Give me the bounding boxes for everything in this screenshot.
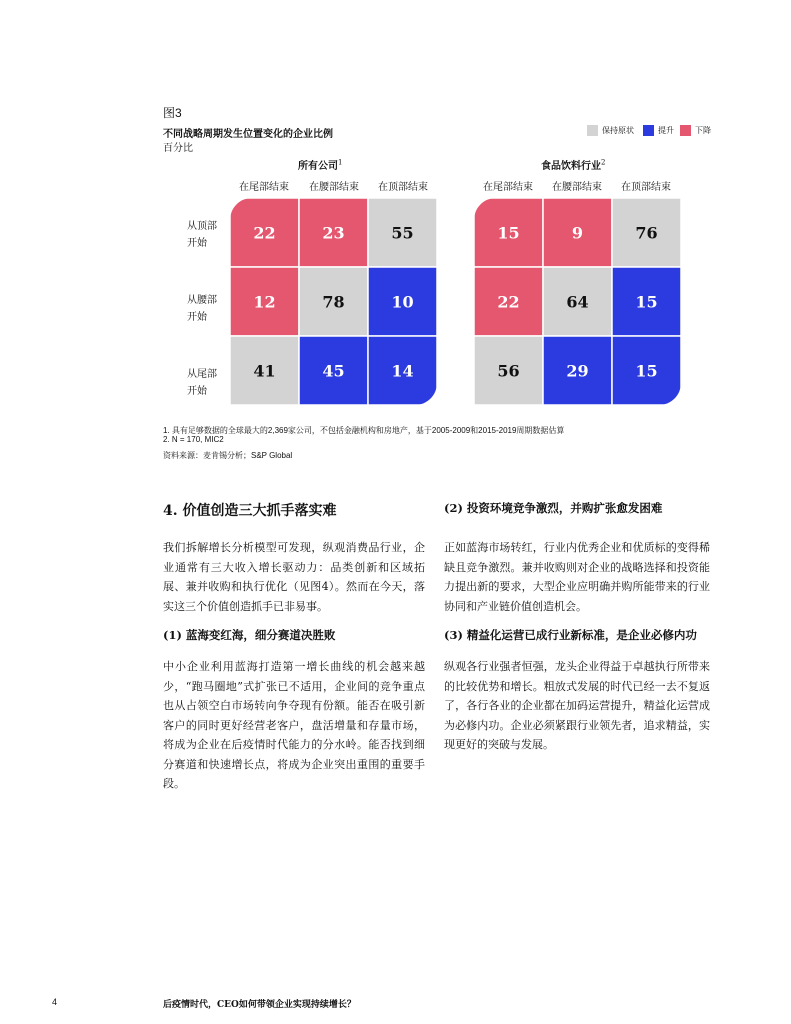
- matrix-2-value-r1c2: 9: [571, 223, 584, 243]
- figure-unit: 百分比: [163, 143, 193, 154]
- matrix-1-value-r1c2: 23: [322, 223, 345, 243]
- row-header-tail-line1: 从尾部: [187, 369, 217, 380]
- group-title-food-sup: 2: [601, 158, 606, 167]
- matrix-1-value-r1c3: 55: [391, 223, 414, 243]
- row-header-tail-line2: 开始: [187, 386, 207, 397]
- matrix-1-value-r1c1: 22: [253, 223, 276, 243]
- legend-label-up: 提升: [658, 126, 674, 135]
- running-title: 后疫情时代，CEO如何带领企业实现持续增长？: [163, 1000, 356, 1010]
- page-number: 4: [52, 997, 58, 1007]
- col-header-top-1: 在顶部结束: [378, 182, 428, 193]
- group-title-all-sup: 1: [338, 158, 343, 167]
- matrix-1-value-r3c1: 41: [253, 361, 276, 381]
- col-header-tail-1: 在尾部结束: [239, 182, 289, 193]
- subsection-1-heading: (1) 蓝海变红海，细分赛道决胜败: [163, 628, 336, 642]
- matrix-2-value-r3c1: 56: [497, 361, 520, 381]
- legend-label-unchanged: 保持原状: [602, 126, 634, 135]
- col-header-tail-2: 在尾部结束: [483, 182, 533, 193]
- matrix-1-value-r3c3: 14: [391, 361, 414, 381]
- section-heading: 4. 价值创造三大抓手落实难: [163, 503, 337, 519]
- matrix-2-value-r3c2: 29: [566, 361, 589, 381]
- matrix-2-value-r2c2: 64: [566, 292, 589, 312]
- matrix-1-value-r2c1: 12: [253, 292, 276, 312]
- matrix-2-value-r2c1: 22: [497, 292, 520, 312]
- row-header-top-line2: 开始: [187, 238, 207, 249]
- col-header-waist-2: 在腰部结束: [552, 182, 602, 193]
- col-header-waist-1: 在腰部结束: [309, 182, 359, 193]
- matrix-2-value-r1c1: 15: [497, 223, 520, 243]
- matrix-2-value-r3c3: 15: [635, 361, 658, 381]
- matrix-2-value-r2c3: 15: [635, 292, 658, 312]
- subsection-2-text: 正如蓝海市场转红，行业内优秀企业和优质标的变得稀缺且竞争激烈。兼并收购则对企业的战略选择和投资能力提出新的要求，大型企业应明确并购所能带来的行业协同和产业链价值创造机会。: [444, 541, 710, 613]
- matrix-1-value-r2c2: 78: [322, 292, 345, 312]
- row-header-top-line1: 从顶部: [187, 221, 217, 232]
- figure-label: 图3: [163, 106, 182, 120]
- group-title-food-text: 食品饮料行业: [541, 161, 601, 172]
- subsection-1-text: 中小企业利用蓝海打造第一增长曲线的机会越来越少，“跑马圈地”式扩张已不适用，企业间的竞争重点也从占领空白市场转向争夺现有份额。能否在吸引新客户的同时更好经营老客户，盘活增量和存量市场，将成为企业在后疫情时代能力的分水岭。能否找到细分赛道和快速增长点，将成为企业突出重围的重要手段。: [163, 660, 425, 790]
- row-header-waist-line2: 开始: [187, 312, 207, 323]
- figure-title: 不同战略周期发生位置变化的企业比例: [163, 129, 333, 140]
- footnote-1: 1. 具有足够数据的全球最大的2,369家公司，不包括金融机构和房地产，基于2005-2009和2015-2019周期数据估算: [163, 426, 565, 435]
- footnote-2: 2. N = 170, MIC2: [163, 435, 224, 444]
- section-intro: 我们拆解增长分析模型可发现，纵观消费品行业，企业通常有三大收入增长驱动力：品类创新和区域拓展、兼并收购和执行优化（见图4）。然而在今天，落实这三个价值创造抓手已非易事。: [163, 541, 425, 613]
- row-header-waist-line1: 从腰部: [187, 295, 217, 306]
- subsection-3-text: 纵观各行业强者恒强，龙头企业得益于卓越执行所带来的比较优势和增长。粗放式发展的时代已经一去不复返了，各行各业的企业都在加码运营提升，精益化运营成为必修内功。企业必须紧跟行业领先者，追求精益，实现更好的突破与发展。: [444, 660, 710, 751]
- subsection-3-heading: (3) 精益化运营已成行业新标准，是企业必修内功: [444, 628, 697, 642]
- subsection-2-heading: (2) 投资环境竞争激烈，并购扩张愈发困难: [444, 501, 663, 515]
- transition-matrices: [0, 0, 791, 420]
- source-note: 资料来源：麦肯锡分析；S&P Global: [163, 451, 293, 460]
- col-header-top-2: 在顶部结束: [621, 182, 671, 193]
- legend-label-down: 下降: [695, 126, 711, 135]
- group-title-all-text: 所有公司: [298, 161, 338, 172]
- matrix-1-value-r3c2: 45: [322, 361, 345, 381]
- matrix-2-value-r1c3: 76: [635, 223, 658, 243]
- matrix-1-value-r2c3: 10: [391, 292, 414, 312]
